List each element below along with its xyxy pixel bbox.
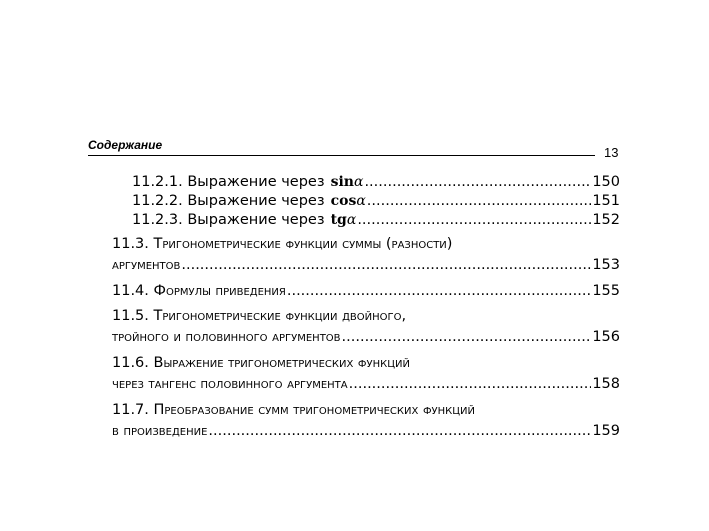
math-formula [331, 173, 364, 191]
toc-entry-11-2-1 [132, 173, 620, 191]
dot-leader [181, 256, 591, 274]
toc-page-number: 152 [592, 212, 620, 228]
toc-entry-text: 11.4. Формулы приведения [112, 283, 286, 299]
dot-leader [208, 422, 591, 440]
dot-leader [357, 211, 591, 229]
toc-section-11-5-line1: 11.5. Тригонометрические функции двойного, [112, 308, 407, 324]
toc-entry-text: в произведение [112, 423, 208, 439]
math-variable: α [346, 212, 357, 228]
toc-entry-text: 11.2.1. Выражение через [132, 174, 325, 190]
dot-leader [349, 375, 592, 393]
toc-section-11-7 [112, 422, 620, 440]
toc-section-11-7-line1: 11.7. Преобразование сумм тригонометрических функций [112, 402, 475, 418]
toc-entry-text: 11.2.2. Выражение через [132, 193, 325, 209]
toc-entry-11-2-3 [132, 211, 620, 229]
math-formula [331, 211, 357, 229]
toc-page-number: 151 [592, 193, 620, 209]
toc-page-number: 156 [592, 329, 620, 345]
math-function: cos [330, 193, 357, 209]
math-function: tg [330, 212, 347, 228]
toc-section-11-3 [112, 256, 620, 274]
page-number: 13 [604, 145, 619, 160]
toc-page-number: 150 [592, 174, 620, 190]
toc-entry-text: через тангенс половинного аргумента [112, 376, 348, 392]
math-variable: α [353, 174, 364, 190]
toc-section-11-5 [112, 328, 620, 346]
toc-entry-text: 11.2.3. Выражение через [132, 212, 325, 228]
toc-page-number: 159 [592, 423, 620, 439]
toc-section-11-4 [112, 282, 620, 300]
toc-section-11-6 [112, 375, 620, 393]
math-variable: α [356, 193, 366, 209]
dot-leader [367, 192, 592, 210]
toc-entry-text: аргументов [112, 257, 181, 273]
math-function: sin [330, 174, 354, 190]
toc-entry-11-2-2 [132, 192, 620, 210]
dot-leader [287, 282, 591, 300]
running-header-title: Содержание [88, 138, 163, 152]
toc-section-11-6-line1: 11.6. Выражение тригонометрических функций [112, 355, 410, 371]
dot-leader [364, 173, 591, 191]
toc-entry-text: тройного и половинного аргументов [112, 329, 341, 345]
toc-page-number: 155 [592, 283, 620, 299]
toc-page-number: 153 [592, 257, 620, 273]
dot-leader [342, 328, 592, 346]
toc-section-11-3-line1: 11.3. Тригонометрические функции суммы (разности) [112, 236, 453, 252]
math-formula [331, 192, 366, 210]
toc-page-number: 158 [592, 376, 620, 392]
